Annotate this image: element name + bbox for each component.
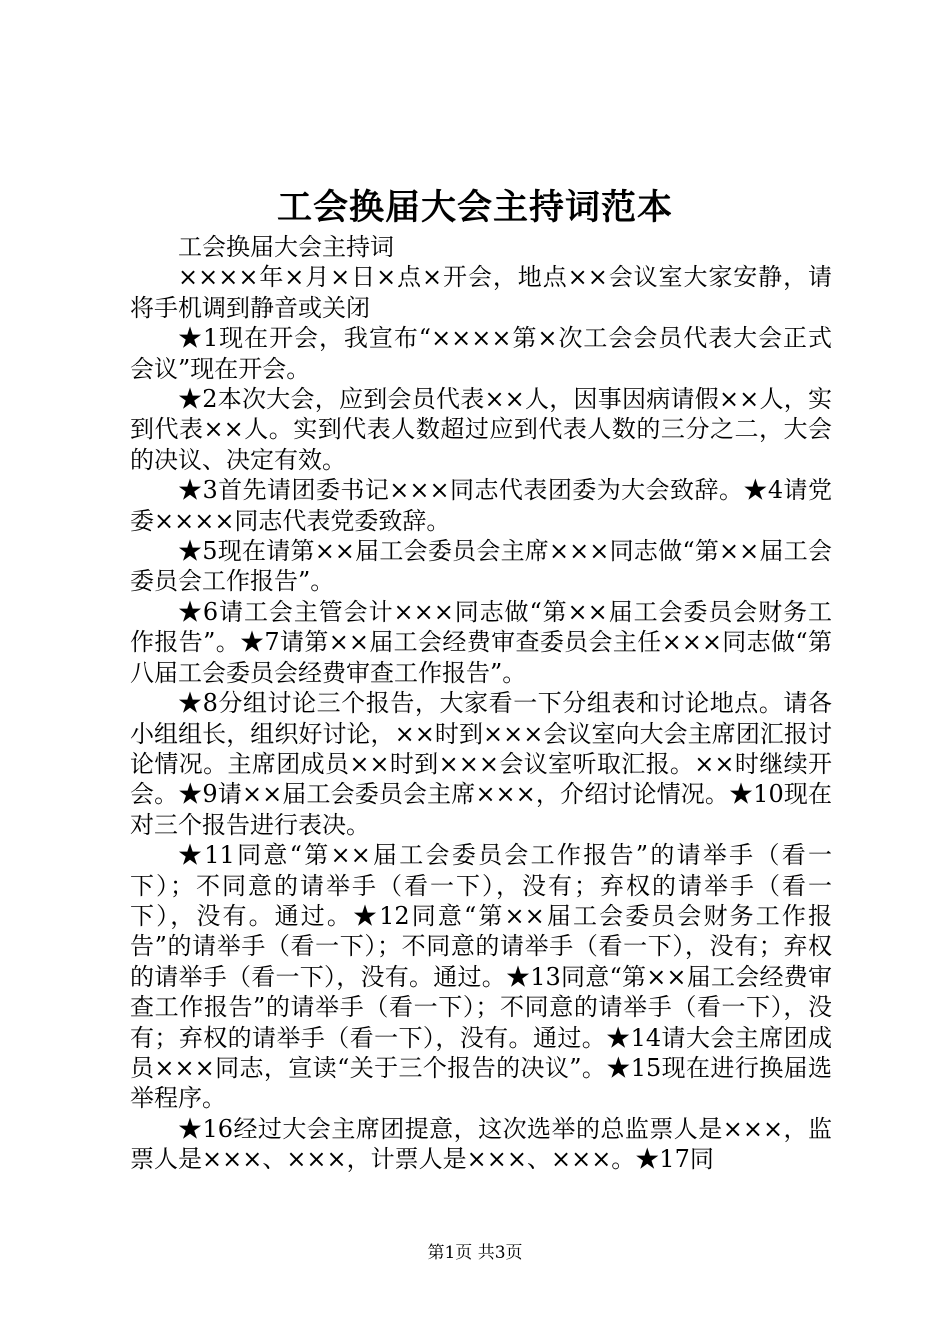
- document-body: [130, 232, 832, 1175]
- paragraph-item-6: ★6请工会主管会计×××同志做“第××届工会委员会财务工作报告”。★7请第××届工会经费审查委员会主任×××同志做“第八届工会委员会经费审查工作报告”。: [130, 597, 832, 687]
- document-title: 工会换届大会主持词范本: [276, 187, 673, 228]
- paragraph-item-2: ★2本次大会，应到会员代表××人，因事因病请假××人，实到代表××人。实到代表人数超过应到代表人数的三分之二，大会的决议、决定有效。: [130, 385, 832, 474]
- paragraph-item-11: ★11同意“第××届工会委员会工作报告”的请举手（看一下）；不同意的请举手（看一下），没有；弃权的请举手（看一下），没有。通过。★12同意“第××届工会委员会财务工作报告”的请举手（看一下）；不同意的请举手（看一下），没有；弃权的请举手（看一下），没有。通过。★13同意“第××届工会经费审查工作报告”的请举手（看一下）；不同意的请举手（看一下），没有；弃权的请举手（看一下），没有。通过。★14请大会主席团成员×××同志，宣读“关于三个报告的决议”。★15现在进行换届选举程序。: [130, 841, 832, 1113]
- paragraph-heading: 工会换届大会主持词: [178, 233, 394, 261]
- paragraph-item-5: ★5现在请第××届工会委员会主席×××同志做“第××届工会委员会工作报告”。: [130, 537, 832, 596]
- paragraph-opening: ××××年×月×日×点×开会，地点××会议室大家安静，请将手机调到静音或关闭: [130, 263, 832, 322]
- paragraph-item-16: ★16经过大会主席团提意，这次选举的总监票人是×××，监票人是×××、×××，计票人是×××、×××。★17同: [130, 1114, 832, 1174]
- paragraph-item-1: ★1现在开会，我宣布“××××第×次工会会员代表大会正式会议”现在开会。: [130, 324, 832, 383]
- page-number-footer: 第1页 共3页: [427, 1243, 523, 1263]
- paragraph-item-8: ★8分组讨论三个报告，大家看一下分组表和讨论地点。请各小组组长，组织好讨论，××时到×××会议室向大会主席团汇报讨论情况。主席团成员××时到×××会议室听取汇报。××时继续开会。★9请××届工会委员会主席×××，介绍讨论情况。★10现在对三个报告进行表决。: [130, 689, 832, 839]
- paragraph-item-3: ★3首先请团委书记×××同志代表团委为大会致辞。★4请党委××××同志代表党委致辞。: [130, 476, 832, 535]
